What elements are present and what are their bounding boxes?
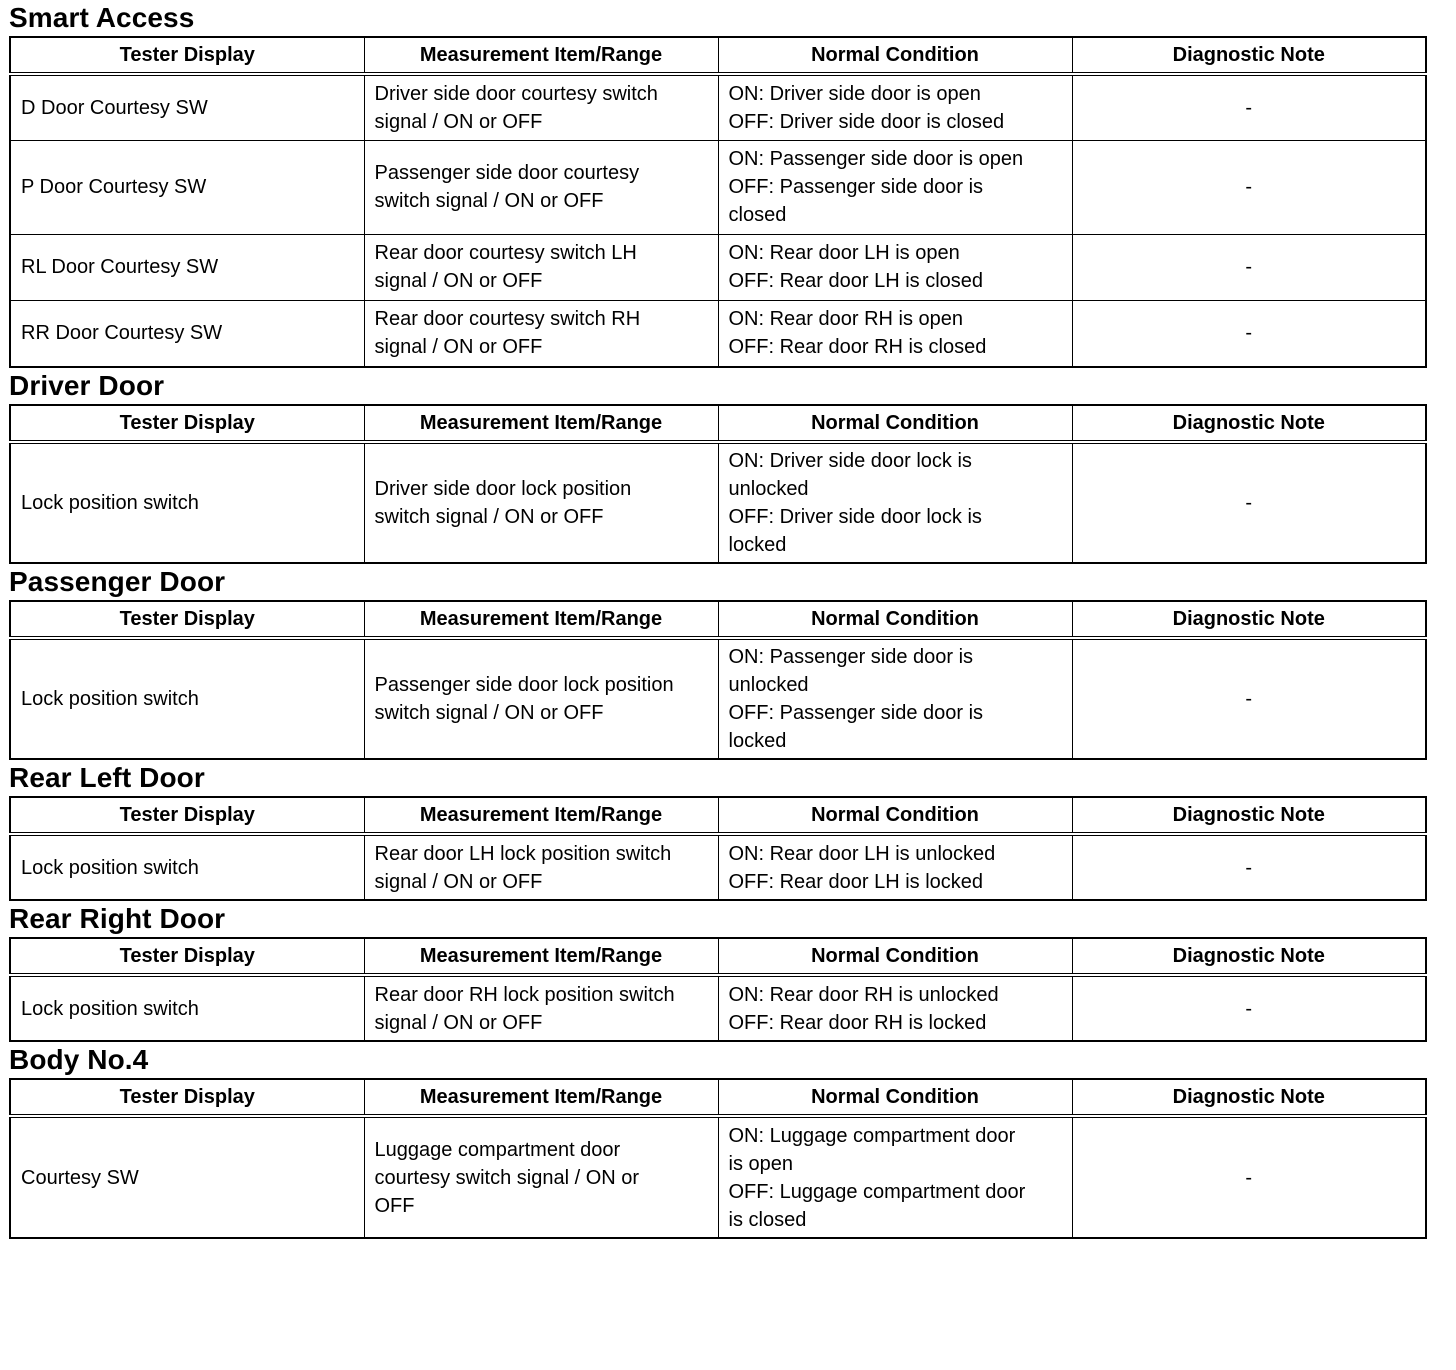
table-row [10, 975, 1426, 1041]
normal-condition-line: OFF: Rear door LH is locked [728, 870, 984, 893]
normal-condition-line: OFF: Luggage compartment door [728, 1180, 1026, 1203]
cell-measurement-item [364, 834, 718, 900]
header-tester-display: Tester Display [10, 938, 364, 975]
normal-condition-line: OFF: Passenger side door is [728, 702, 984, 724]
normal-condition-line: locked [728, 730, 787, 752]
cell-measurement-item [364, 638, 718, 759]
header-measurement-item: Measurement Item/Range [364, 797, 718, 834]
cell-tester-display: Lock position switch [10, 834, 364, 900]
measurement-line: switch signal / ON or OFF [374, 702, 604, 724]
table-header-row [10, 601, 1426, 638]
measurement-line: signal / ON or OFF [374, 1011, 543, 1034]
measurement-line: Passenger side door courtesy [374, 162, 640, 184]
cell-tester-display: RL Door Courtesy SW [10, 234, 364, 300]
table-header-row [10, 938, 1426, 975]
table-row [10, 442, 1426, 563]
section-title: Driver Door [9, 370, 165, 401]
diagnostic-table [9, 796, 1427, 901]
normal-condition-line: is open [728, 1152, 793, 1175]
normal-condition-line: OFF: Rear door RH is locked [728, 1011, 987, 1034]
normal-condition-line: ON: Rear door LH is unlocked [728, 842, 996, 865]
measurement-line: Rear door RH lock position switch [374, 983, 675, 1006]
cell-diagnostic-note: - [1072, 442, 1426, 563]
header-diagnostic-note: Diagnostic Note [1072, 405, 1426, 442]
measurement-line: Luggage compartment door [374, 1138, 621, 1161]
cell-tester-display: Lock position switch [10, 975, 364, 1041]
cell-measurement-item [364, 975, 718, 1041]
header-normal-condition: Normal Condition [718, 601, 1072, 638]
cell-diagnostic-note: - [1072, 74, 1426, 140]
header-diagnostic-note: Diagnostic Note [1072, 938, 1426, 975]
header-diagnostic-note: Diagnostic Note [1072, 601, 1426, 638]
cell-diagnostic-note: - [1072, 300, 1426, 367]
cell-measurement-item [364, 300, 718, 367]
normal-condition-line: OFF: Driver side door is closed [728, 110, 1005, 133]
measurement-line: Driver side door lock position [374, 478, 632, 500]
measurement-line: Rear door LH lock position switch [374, 842, 672, 865]
normal-condition-line: unlocked [728, 674, 809, 696]
table-row [10, 638, 1426, 759]
measurement-line: signal / ON or OFF [374, 270, 543, 292]
table-row [10, 834, 1426, 900]
section-title: Rear Right Door [9, 903, 226, 934]
measurement-line: Passenger side door lock position [374, 674, 674, 696]
table-header-row [10, 405, 1426, 442]
header-tester-display: Tester Display [10, 37, 364, 74]
normal-condition-line: OFF: Rear door LH is closed [728, 270, 984, 292]
measurement-line: switch signal / ON or OFF [374, 190, 604, 212]
cell-tester-display: D Door Courtesy SW [10, 74, 364, 140]
cell-tester-display: RR Door Courtesy SW [10, 300, 364, 367]
cell-measurement-item [364, 234, 718, 300]
table-header-row [10, 1079, 1426, 1116]
measurement-line: switch signal / ON or OFF [374, 506, 604, 528]
measurement-line: signal / ON or OFF [374, 110, 543, 133]
measurement-line: OFF [374, 1194, 415, 1217]
normal-condition-line: OFF: Passenger side door is [728, 176, 984, 198]
table-row [10, 234, 1426, 300]
cell-tester-display: Courtesy SW [10, 1116, 364, 1238]
section-title: Passenger Door [9, 566, 226, 597]
table-header-row [10, 37, 1426, 74]
cell-measurement-item [364, 74, 718, 140]
header-measurement-item: Measurement Item/Range [364, 405, 718, 442]
cell-diagnostic-note: - [1072, 140, 1426, 234]
cell-diagnostic-note: - [1072, 975, 1426, 1041]
cell-measurement-item [364, 442, 718, 563]
cell-measurement-item [364, 1116, 718, 1238]
cell-tester-display: Lock position switch [10, 442, 364, 563]
normal-condition-line: locked [728, 534, 787, 556]
table-row [10, 140, 1426, 234]
header-measurement-item: Measurement Item/Range [364, 37, 718, 74]
normal-condition-line: unlocked [728, 478, 809, 500]
cell-normal-condition [718, 300, 1072, 367]
cell-tester-display: P Door Courtesy SW [10, 140, 364, 234]
header-tester-display: Tester Display [10, 1079, 364, 1116]
normal-condition-line: is closed [728, 1208, 807, 1231]
measurement-line: Rear door courtesy switch RH [374, 308, 641, 331]
table-row [10, 1116, 1426, 1238]
diagnostic-table [9, 1078, 1427, 1239]
normal-condition-line: ON: Rear door RH is open [728, 308, 964, 331]
diagnostic-table [9, 600, 1427, 760]
section-title: Body No.4 [9, 1044, 149, 1075]
normal-condition-line: ON: Luggage compartment door [728, 1124, 1016, 1147]
header-measurement-item: Measurement Item/Range [364, 938, 718, 975]
normal-condition-line: ON: Rear door RH is unlocked [728, 983, 999, 1006]
header-tester-display: Tester Display [10, 405, 364, 442]
header-normal-condition: Normal Condition [718, 938, 1072, 975]
table-row [10, 74, 1426, 140]
header-measurement-item: Measurement Item/Range [364, 601, 718, 638]
header-tester-display: Tester Display [10, 797, 364, 834]
normal-condition-line: ON: Passenger side door is [728, 646, 974, 668]
cell-diagnostic-note: - [1072, 638, 1426, 759]
measurement-line: Driver side door courtesy switch [374, 82, 658, 105]
normal-condition-line: ON: Driver side door lock is [728, 450, 972, 472]
cell-normal-condition [718, 442, 1072, 563]
measurement-line: courtesy switch signal / ON or [374, 1166, 640, 1189]
cell-diagnostic-note: - [1072, 1116, 1426, 1238]
cell-normal-condition [718, 638, 1072, 759]
document-page [9, 0, 1425, 1239]
normal-condition-line: closed [728, 204, 787, 226]
header-normal-condition: Normal Condition [718, 797, 1072, 834]
header-normal-condition: Normal Condition [718, 1079, 1072, 1116]
section-title: Smart Access [9, 2, 195, 33]
cell-normal-condition [718, 1116, 1072, 1238]
header-measurement-item: Measurement Item/Range [364, 1079, 718, 1116]
cell-diagnostic-note: - [1072, 834, 1426, 900]
section-title: Rear Left Door [9, 762, 205, 793]
cell-normal-condition [718, 74, 1072, 140]
header-normal-condition: Normal Condition [718, 37, 1072, 74]
diagnostic-table [9, 937, 1427, 1042]
measurement-line: signal / ON or OFF [374, 336, 543, 359]
cell-normal-condition [718, 140, 1072, 234]
diagnostic-table [9, 404, 1427, 564]
header-normal-condition: Normal Condition [718, 405, 1072, 442]
cell-normal-condition [718, 975, 1072, 1041]
cell-tester-display: Lock position switch [10, 638, 364, 759]
normal-condition-line: ON: Rear door LH is open [728, 242, 960, 264]
header-diagnostic-note: Diagnostic Note [1072, 1079, 1426, 1116]
normal-condition-line: ON: Passenger side door is open [728, 148, 1024, 170]
cell-diagnostic-note: - [1072, 234, 1426, 300]
diagnostic-table [9, 36, 1427, 368]
measurement-line: signal / ON or OFF [374, 870, 543, 893]
table-header-row [10, 797, 1426, 834]
cell-normal-condition [718, 834, 1072, 900]
cell-measurement-item [364, 140, 718, 234]
normal-condition-line: OFF: Rear door RH is closed [728, 336, 987, 359]
measurement-line: Rear door courtesy switch LH [374, 242, 637, 264]
table-row [10, 300, 1426, 367]
cell-normal-condition [718, 234, 1072, 300]
header-diagnostic-note: Diagnostic Note [1072, 37, 1426, 74]
normal-condition-line: ON: Driver side door is open [728, 82, 981, 105]
header-tester-display: Tester Display [10, 601, 364, 638]
header-diagnostic-note: Diagnostic Note [1072, 797, 1426, 834]
normal-condition-line: OFF: Driver side door lock is [728, 506, 982, 528]
